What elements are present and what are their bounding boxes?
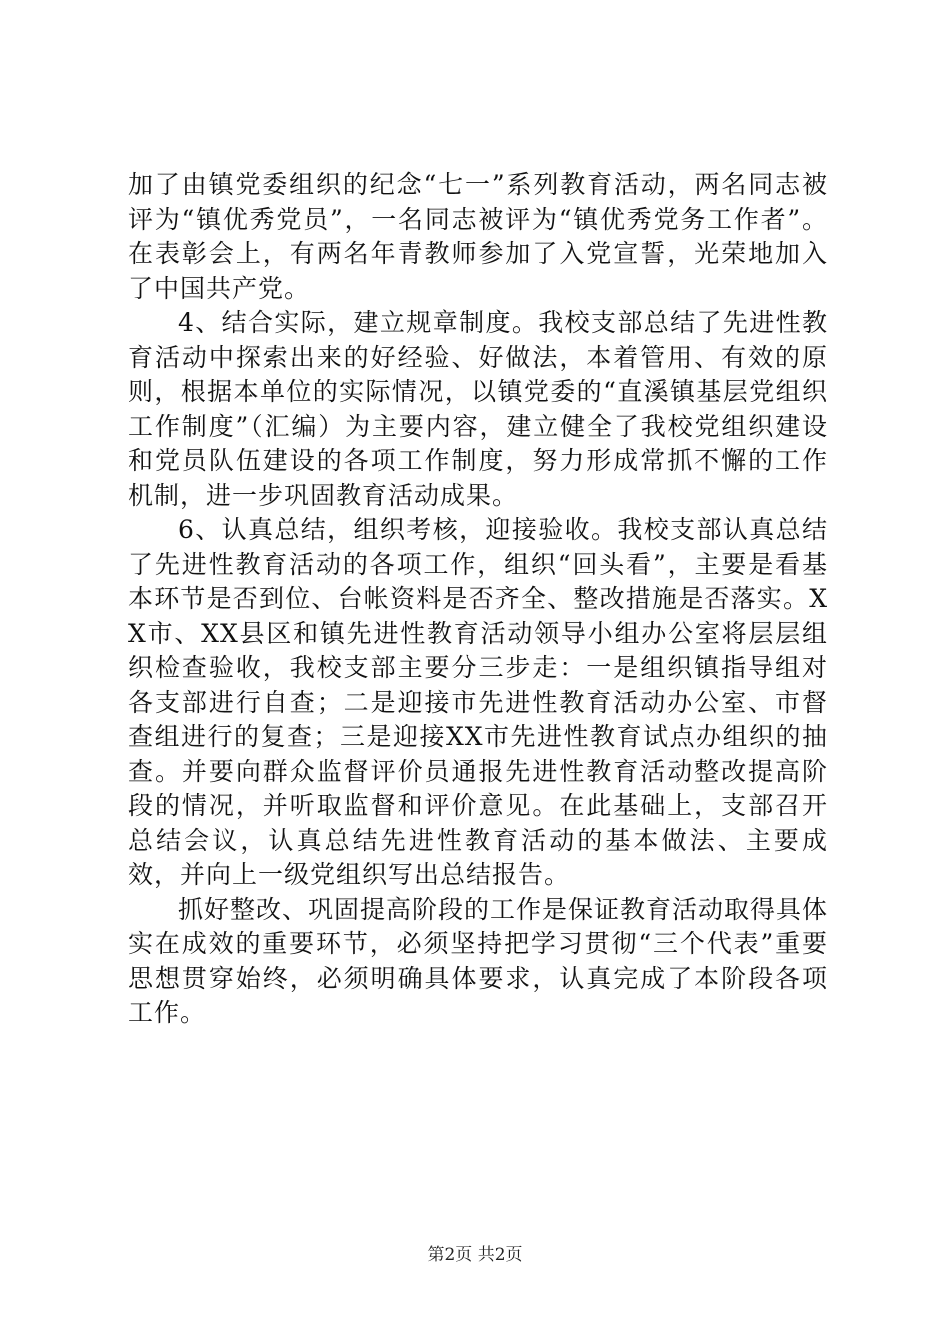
document-body [128, 168, 828, 1031]
paragraph-4: 抓好整改、巩固提高阶段的工作是保证教育活动取得具体实在成效的重要环节，必须坚持把学习贯彻“三个代表”重要思想贯穿始终，必须明确具体要求，认真完成了本阶段各项工作。 [128, 894, 829, 1027]
paragraph-1: 加了由镇党委组织的纪念“七一”系列教育活动，两名同志被评为“镇优秀党员”，一名同志被评为“镇优秀党务工作者”。在表彰会上，有两名年青教师参加了入党宣誓，光荣地加入了中国共产党。 [128, 170, 828, 303]
paragraph-2: 4、结合实际，建立规章制度。我校支部总结了先进性教育活动中探索出来的好经验、好做法，本着管用、有效的原则，根据本单位的实际情况，以镇党委的“直溪镇基层党组织工作制度”（汇编）为主要内容，建立健全了我校党组织建设和党员队伍建设的各项工作制度，努力形成常抓不懈的工作机制，进一步巩固教育活动成果。 [128, 308, 828, 510]
page-number-footer: 第2页 共2页 [427, 1245, 523, 1265]
paragraph-3: 6、认真总结，组织考核，迎接验收。我校支部认真总结了先进性教育活动的各项工作，组织“回头看”，主要是看基本环节是否到位、台帐资料是否齐全、整改措施是否落实。XX市、XX县区和镇先进性教育活动领导小组办公室将层层组织检查验收，我校支部主要分三步走：一是组织镇指导组对各支部进行自查；二是迎接市先进性教育活动办公室、市督查组进行的复查；三是迎接XX市先进性教育试点办组织的抽查。并要向群众监督评价员通报先进性教育活动整改提高阶段的情况，并听取监督和评价意见。在此基础上，支部召开总结会议，认真总结先进性教育活动的基本做法、主要成效，并向上一级党组织写出总结报告。 [128, 515, 828, 889]
